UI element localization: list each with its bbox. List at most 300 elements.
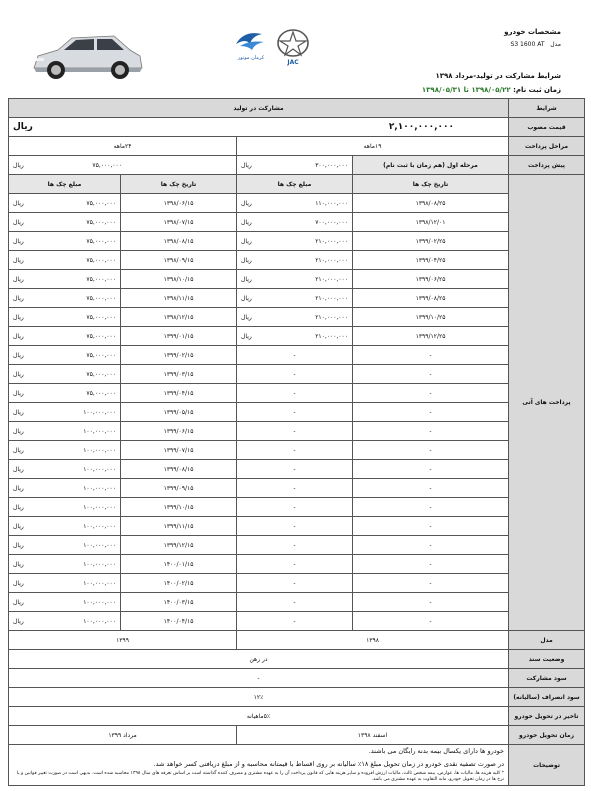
installment-amount: ۱۰۰,۰۰۰,۰۰۰ — [83, 408, 117, 416]
profit-row — [9, 669, 585, 688]
installment-date: ۱۴۰۰/۰۱/۱۵ — [163, 560, 194, 568]
plan-a-date-cell — [353, 232, 509, 251]
installment-amount: ۱۰۰,۰۰۰,۰۰۰ — [83, 598, 117, 606]
installment-row — [9, 308, 585, 327]
spec-title: مشخصات خودرو — [504, 28, 561, 36]
plan-b-amount-cell — [9, 308, 121, 327]
plan-a-amount-cell — [237, 327, 353, 346]
plan-b-date-cell — [121, 194, 237, 213]
plan-b-amount-cell — [9, 346, 121, 365]
plan-a-date-cell — [353, 479, 509, 498]
empty-dash: - — [293, 598, 296, 606]
doc-status-value: در رهن — [9, 650, 509, 669]
empty-dash: - — [429, 351, 432, 359]
plan-a-amount-cell — [237, 498, 353, 517]
installment-row — [9, 555, 585, 574]
empty-dash: - — [293, 389, 296, 397]
installment-date: ۱۳۹۹/۰۴/۱۵ — [163, 389, 194, 397]
profit-value: - — [9, 669, 509, 688]
plan-b-amount-cell — [9, 555, 121, 574]
installment-row — [9, 498, 585, 517]
installment-date: ۱۴۰۰/۰۲/۱۵ — [163, 579, 194, 587]
installment-row — [9, 194, 585, 213]
installment-amount: ۷۵,۰۰۰,۰۰۰ — [86, 389, 117, 397]
empty-dash: - — [429, 598, 432, 606]
installment-amount: ۱۰۰,۰۰۰,۰۰۰ — [83, 427, 117, 435]
empty-dash: - — [293, 484, 296, 492]
installment-date: ۱۴۰۰/۰۳/۱۵ — [163, 598, 194, 606]
model-year-row — [9, 631, 585, 650]
empty-dash: - — [429, 503, 432, 511]
conditions-label: شرایط — [509, 99, 585, 118]
model-year-b: ۱۳۹۹ — [9, 631, 237, 650]
installment-date: ۱۳۹۸/۱۲/۰۱ — [415, 218, 446, 226]
model-value: S3 1600 AT — [510, 41, 545, 48]
installment-date: ۱۳۹۸/۰۸/۲۵ — [415, 199, 446, 207]
page-header — [0, 0, 591, 98]
column-header-row — [9, 175, 585, 194]
empty-dash: - — [293, 579, 296, 587]
model-label: مدل — [550, 41, 561, 48]
plan-b-date-cell — [121, 555, 237, 574]
plan-b-date-cell — [121, 460, 237, 479]
installment-amount: ۲۱۰,۰۰۰,۰۰۰ — [315, 275, 349, 283]
late-value: ۱۲٪ — [9, 688, 509, 707]
plan-a-amount-cell — [237, 194, 353, 213]
plan-a-date-cell — [353, 517, 509, 536]
plan-b-date-cell — [121, 270, 237, 289]
plan-b-amount-cell — [9, 593, 121, 612]
plan-a-amount-cell — [237, 384, 353, 403]
installment-row — [9, 384, 585, 403]
plan-b-date-cell — [121, 346, 237, 365]
empty-dash: - — [429, 579, 432, 587]
installment-amount: ۱۰۰,۰۰۰,۰۰۰ — [83, 617, 117, 625]
installment-date: ۱۳۹۹/۰۷/۱۵ — [163, 446, 194, 454]
plan-b-amount-cell — [9, 536, 121, 555]
installment-currency: ریال — [241, 332, 252, 340]
plan-title: مشارکت در تولید — [9, 99, 509, 118]
installment-date: ۱۳۹۸/۰۶/۱۵ — [163, 199, 194, 207]
plan-a-amount-cell — [237, 593, 353, 612]
installment-date: ۱۳۹۹/۱۰/۲۵ — [415, 313, 446, 321]
installment-row — [9, 365, 585, 384]
plan-a-amount-cell — [237, 232, 353, 251]
plan-b-amount-cell — [9, 232, 121, 251]
installment-date: ۱۳۹۹/۰۸/۱۵ — [163, 465, 194, 473]
plan-b-date-cell — [121, 498, 237, 517]
installment-row — [9, 232, 585, 251]
plan-a-date-cell — [353, 422, 509, 441]
installment-amount: ۷۵,۰۰۰,۰۰۰ — [86, 218, 117, 226]
table-header-row — [9, 99, 585, 118]
installment-date: ۱۳۹۸/۰۸/۱۵ — [163, 237, 194, 245]
svg-text:کرمان موتور: کرمان موتور — [237, 55, 265, 61]
plan-b-date-cell — [121, 213, 237, 232]
late-row — [9, 688, 585, 707]
plan-b-amount-cell — [9, 574, 121, 593]
empty-dash: - — [429, 465, 432, 473]
plan-b-date-cell — [121, 251, 237, 270]
installment-currency: ریال — [241, 294, 252, 302]
empty-dash: - — [293, 427, 296, 435]
plan-a-date-cell — [353, 612, 509, 631]
empty-dash: - — [429, 370, 432, 378]
reg-value: ۱۳۹۸/۰۵/۲۲ تا ۱۳۹۸/۰۵/۳۱ — [421, 86, 511, 94]
installment-date: ۱۳۹۹/۱۲/۲۵ — [415, 332, 446, 340]
installment-date: ۱۳۹۸/۰۷/۱۵ — [163, 218, 194, 226]
installment-currency: ریال — [13, 560, 24, 568]
installment-date: ۱۳۹۹/۱۱/۱۵ — [163, 522, 194, 530]
installment-date: ۱۳۹۹/۰۲/۲۵ — [415, 237, 446, 245]
stages-row — [9, 137, 585, 156]
installment-amount: ۱۰۰,۰۰۰,۰۰۰ — [83, 522, 117, 530]
plan-b-date-cell — [121, 593, 237, 612]
installment-row — [9, 536, 585, 555]
installment-currency: ریال — [13, 427, 24, 435]
installment-date: ۱۳۹۹/۰۲/۱۵ — [163, 351, 194, 359]
empty-dash: - — [293, 465, 296, 473]
notes-row — [9, 745, 585, 786]
plan-b-date-cell — [121, 479, 237, 498]
plan-b-label: ۲۴ماهه — [9, 137, 237, 156]
svg-text:JAC: JAC — [287, 59, 299, 66]
installment-row — [9, 460, 585, 479]
installment-currency: ریال — [13, 275, 24, 283]
installment-row — [9, 251, 585, 270]
plan-a-amount-cell — [237, 251, 353, 270]
price-row — [9, 118, 585, 137]
plan-b-date-cell — [121, 384, 237, 403]
installment-amount: ۷۵,۰۰۰,۰۰۰ — [86, 275, 117, 283]
empty-dash: - — [293, 370, 296, 378]
plan-b-date-cell — [121, 327, 237, 346]
plan-a-date-cell — [353, 308, 509, 327]
plan-a-amount-cell — [237, 346, 353, 365]
installment-currency: ریال — [13, 408, 24, 416]
installment-row — [9, 593, 585, 612]
plan-a-date-cell — [353, 384, 509, 403]
delay-label: تاخیر در تحویل خودرو — [509, 707, 585, 726]
installment-row — [9, 213, 585, 232]
plan-a-amount-cell — [237, 422, 353, 441]
installment-currency: ریال — [13, 237, 24, 245]
installment-row — [9, 441, 585, 460]
installment-date: ۱۳۹۹/۰۴/۲۵ — [415, 256, 446, 264]
kerman-motor-logo — [232, 28, 270, 62]
installment-date: ۱۳۹۸/۱۰/۱۵ — [163, 275, 194, 283]
plan-a-amount-cell — [237, 574, 353, 593]
empty-dash: - — [429, 484, 432, 492]
plan-b-amount-cell — [9, 289, 121, 308]
installment-amount: ۷۵,۰۰۰,۰۰۰ — [86, 294, 117, 302]
profit-label: سود مشارکت — [509, 669, 585, 688]
plan-a-amount-cell — [237, 517, 353, 536]
prepay-label — [509, 156, 585, 175]
note-3: * کلیه هزینه ها، مالیات ها، عوارض، بیمه شخص ثالث، مالیات ارزش افزوده و سایر هزینه هایی که قانون پرداخت آن را به عهده مشتری و مصرف کننده گذاشته است بر اساس تعرفه های سال ۱۳۹۸ محاسبه شده است. بدیهی است در صورت تغییر قوانین و یا نرخ ها در زمان تحویل خودرو، مابه التفاوت به عهده مشتری می باشد. — [16, 771, 505, 782]
doc-status-row — [9, 650, 585, 669]
installment-amount: ۱۰۰,۰۰۰,۰۰۰ — [83, 560, 117, 568]
installment-currency: ریال — [241, 256, 252, 264]
plan-a-date-cell — [353, 574, 509, 593]
note-1: خودرو ها دارای یکسال بیمه بدنه رایگان می باشند. — [368, 747, 505, 755]
plan-b-amount-cell — [9, 403, 121, 422]
empty-dash: - — [429, 522, 432, 530]
installment-amount: ۲۱۰,۰۰۰,۰۰۰ — [315, 294, 349, 302]
plan-a-amount-cell — [237, 479, 353, 498]
delivery-row — [9, 726, 585, 745]
installment-row — [9, 479, 585, 498]
installment-row — [9, 289, 585, 308]
installment-amount: ۷۵,۰۰۰,۰۰۰ — [86, 351, 117, 359]
installment-currency: ریال — [13, 218, 24, 226]
plan-a-amount-cell — [237, 612, 353, 631]
installment-currency: ریال — [13, 503, 24, 511]
prepay-a-currency: ریال — [241, 161, 252, 169]
installment-currency: ریال — [13, 370, 24, 378]
installment-currency: ریال — [241, 199, 252, 207]
plan-b-date-cell — [121, 441, 237, 460]
installment-currency: ریال — [13, 579, 24, 587]
empty-dash: - — [293, 522, 296, 530]
plan-b-amount-cell — [9, 327, 121, 346]
installment-amount: ۲۱۰,۰۰۰,۰۰۰ — [315, 256, 349, 264]
empty-dash: - — [429, 617, 432, 625]
prepay-label-text: پیش پرداخت — [527, 161, 566, 169]
plan-a-date-cell — [353, 403, 509, 422]
plan-a-date-cell — [353, 194, 509, 213]
installment-currency: ریال — [13, 446, 24, 454]
installment-currency: ریال — [13, 294, 24, 302]
plan-b-amount-cell — [9, 479, 121, 498]
plan-b-amount-cell — [9, 517, 121, 536]
installment-date: ۱۳۹۹/۰۳/۱۵ — [163, 370, 194, 378]
plan-b-amount-cell — [9, 194, 121, 213]
installment-date: ۱۳۹۸/۱۲/۱۵ — [163, 313, 194, 321]
installment-currency: ریال — [13, 313, 24, 321]
plan-a-date-cell — [353, 251, 509, 270]
plan-a-date-cell — [353, 593, 509, 612]
installment-date: ۱۳۹۹/۰۵/۱۵ — [163, 408, 194, 416]
note-2: در صورت تصفیه نقدی خودرو در زمان تحویل مبلغ ۱۸٪ سالیانه بر روی اقساط با قیمتانه محاسبه و از مبلغ دریافتی کسر خواهد شد. — [153, 760, 505, 768]
plan-b-date-cell — [121, 517, 237, 536]
plan-b-date-cell — [121, 289, 237, 308]
reg-label: زمان ثبت نام: — [513, 86, 561, 94]
plan-b-amount-cell — [9, 460, 121, 479]
delivery-label: زمان تحویل خودرو — [509, 726, 585, 745]
plan-a-date-cell — [353, 498, 509, 517]
plan-a-amount-cell — [237, 365, 353, 384]
plan-a-date-cell — [353, 346, 509, 365]
installment-row — [9, 517, 585, 536]
prepay-row — [9, 156, 585, 175]
installment-currency: ریال — [13, 484, 24, 492]
installment-amount: ۱۰۰,۰۰۰,۰۰۰ — [83, 484, 117, 492]
delay-value: ۵٪ماهیانه — [9, 707, 509, 726]
plan-a-date-cell — [353, 289, 509, 308]
installment-currency: ریال — [241, 237, 252, 245]
plan-a-date-cell — [353, 441, 509, 460]
plan-b-amount-cell — [9, 498, 121, 517]
stages-label: مراحل پرداخت — [509, 137, 585, 156]
prepay-b-currency: ریال — [13, 161, 24, 169]
plan-a-amount-cell — [237, 270, 353, 289]
installment-date: ۱۳۹۹/۰۶/۱۵ — [163, 427, 194, 435]
installment-row — [9, 403, 585, 422]
installment-date: ۱۳۹۹/۱۰/۱۵ — [163, 503, 194, 511]
installment-amount: ۲۱۰,۰۰۰,۰۰۰ — [315, 237, 349, 245]
plan-a-amount-cell — [237, 555, 353, 574]
plan-b-date-cell — [121, 403, 237, 422]
installment-date: ۱۳۹۸/۰۹/۱۵ — [163, 256, 194, 264]
installment-currency: ریال — [13, 465, 24, 473]
empty-dash: - — [293, 560, 296, 568]
installment-date: ۱۳۹۹/۰۶/۲۵ — [415, 275, 446, 283]
installment-amount: ۱۰۰,۰۰۰,۰۰۰ — [83, 446, 117, 454]
installment-amount: ۱۰۰,۰۰۰,۰۰۰ — [83, 579, 117, 587]
installment-amount: ۷۵,۰۰۰,۰۰۰ — [86, 332, 117, 340]
delivery-b: مرداد ۱۳۹۹ — [9, 726, 237, 745]
installment-amount: ۱۰۰,۰۰۰,۰۰۰ — [83, 503, 117, 511]
price-label: قیمت مصوب — [509, 118, 585, 137]
installment-row — [9, 346, 585, 365]
plan-a-amount-cell — [237, 213, 353, 232]
plan-a-amount-cell — [237, 308, 353, 327]
empty-dash: - — [429, 427, 432, 435]
plan-b-date-cell — [121, 308, 237, 327]
col-date-a: تاریخ چک ها — [353, 175, 509, 194]
installment-amount: ۱۱۰,۰۰۰,۰۰۰ — [315, 199, 349, 207]
empty-dash: - — [293, 408, 296, 416]
col-amount-b: مبلغ چک ها — [9, 175, 121, 194]
plan-b-amount-cell — [9, 251, 121, 270]
jac-logo — [275, 28, 311, 66]
installment-currency: ریال — [13, 617, 24, 625]
delivery-a: اسفند ۱۳۹۸ — [237, 726, 509, 745]
plan-b-amount-cell — [9, 213, 121, 232]
conditions-title: شرایط مشارکت در تولید-مرداد ۱۳۹۸ — [435, 72, 561, 80]
empty-dash: - — [429, 446, 432, 454]
col-date-b: تاریخ چک ها — [121, 175, 237, 194]
installment-date: ۱۳۹۸/۱۱/۱۵ — [163, 294, 194, 302]
plan-a-date-cell — [353, 460, 509, 479]
plan-a-date-cell — [353, 270, 509, 289]
installment-amount: ۷۰۰,۰۰۰,۰۰۰ — [315, 218, 349, 226]
plan-a-amount-cell — [237, 403, 353, 422]
installment-amount: ۷۵,۰۰۰,۰۰۰ — [86, 313, 117, 321]
empty-dash: - — [429, 541, 432, 549]
installment-date: ۱۳۹۹/۰۱/۱۵ — [163, 332, 194, 340]
plan-b-amount-cell — [9, 612, 121, 631]
installment-amount: ۷۵,۰۰۰,۰۰۰ — [86, 237, 117, 245]
notes-label: توضیحات — [509, 745, 585, 786]
plan-b-amount-cell — [9, 270, 121, 289]
installment-date: ۱۳۹۹/۰۸/۲۵ — [415, 294, 446, 302]
plan-a-date-cell — [353, 365, 509, 384]
model-year-label: مدل — [509, 631, 585, 650]
plan-a-label: ۱۹ماهه — [237, 137, 509, 156]
prepay-a-value: ۳۰۰,۰۰۰,۰۰۰ — [315, 161, 349, 169]
conditions-table — [8, 98, 585, 786]
plan-b-date-cell — [121, 612, 237, 631]
installment-currency: ریال — [13, 522, 24, 530]
installment-currency: ریال — [241, 218, 252, 226]
plan-b-date-cell — [121, 422, 237, 441]
plan-a-amount-cell — [237, 441, 353, 460]
model-year-a: ۱۳۹۸ — [237, 631, 509, 650]
empty-dash: - — [429, 560, 432, 568]
late-label: سود انصراف (سالیانه) — [509, 688, 585, 707]
installment-amount: ۷۵,۰۰۰,۰۰۰ — [86, 199, 117, 207]
installment-row — [9, 270, 585, 289]
plan-a-date-cell — [353, 555, 509, 574]
installment-currency: ریال — [13, 199, 24, 207]
delay-row — [9, 707, 585, 726]
plan-a-amount-cell — [237, 460, 353, 479]
installment-amount: ۱۰۰,۰۰۰,۰۰۰ — [83, 541, 117, 549]
prepay-sub-label: مرحله اول (هم زمان با ثبت نام) — [353, 156, 509, 175]
empty-dash: - — [293, 351, 296, 359]
installment-currency: ریال — [13, 598, 24, 606]
installment-currency: ریال — [241, 313, 252, 321]
doc-status-label: وضعیت سند — [509, 650, 585, 669]
car-image — [28, 28, 146, 86]
installment-row — [9, 574, 585, 593]
installment-currency: ریال — [241, 275, 252, 283]
price-currency: ریال — [13, 122, 33, 132]
empty-dash: - — [293, 446, 296, 454]
plan-a-date-cell — [353, 536, 509, 555]
price-value: ۲,۱۰۰,۰۰۰,۰۰۰ — [388, 122, 455, 132]
installment-currency: ریال — [13, 351, 24, 359]
plan-b-date-cell — [121, 365, 237, 384]
plan-b-date-cell — [121, 574, 237, 593]
installment-row — [9, 327, 585, 346]
empty-dash: - — [293, 541, 296, 549]
plan-b-amount-cell — [9, 365, 121, 384]
empty-dash: - — [429, 408, 432, 416]
installment-amount: ۲۱۰,۰۰۰,۰۰۰ — [315, 332, 349, 340]
col-amount-a: مبلغ چک ها — [237, 175, 353, 194]
installments-label: پرداخت های آتی — [509, 175, 585, 631]
installment-amount: ۷۵,۰۰۰,۰۰۰ — [86, 256, 117, 264]
plan-a-date-cell — [353, 213, 509, 232]
installment-date: ۱۳۹۹/۱۲/۱۵ — [163, 541, 194, 549]
installment-date: ۱۳۹۹/۰۹/۱۵ — [163, 484, 194, 492]
installment-currency: ریال — [13, 389, 24, 397]
installment-amount: ۱۰۰,۰۰۰,۰۰۰ — [83, 465, 117, 473]
plan-a-amount-cell — [237, 536, 353, 555]
plan-b-date-cell — [121, 536, 237, 555]
installment-currency: ریال — [13, 332, 24, 340]
empty-dash: - — [293, 503, 296, 511]
plan-b-amount-cell — [9, 422, 121, 441]
empty-dash: - — [429, 389, 432, 397]
registration-period — [422, 86, 561, 94]
installment-amount: ۲۱۰,۰۰۰,۰۰۰ — [315, 313, 349, 321]
installment-row — [9, 422, 585, 441]
installment-currency: ریال — [13, 541, 24, 549]
plan-b-amount-cell — [9, 384, 121, 403]
plan-b-amount-cell — [9, 441, 121, 460]
plan-b-date-cell — [121, 232, 237, 251]
installment-date: ۱۴۰۰/۰۴/۱۵ — [163, 617, 194, 625]
empty-dash: - — [293, 617, 296, 625]
model-line — [511, 41, 561, 48]
prepay-b-value: ۷۵,۰۰۰,۰۰۰ — [92, 161, 123, 169]
installment-row — [9, 612, 585, 631]
installment-currency: ریال — [13, 256, 24, 264]
